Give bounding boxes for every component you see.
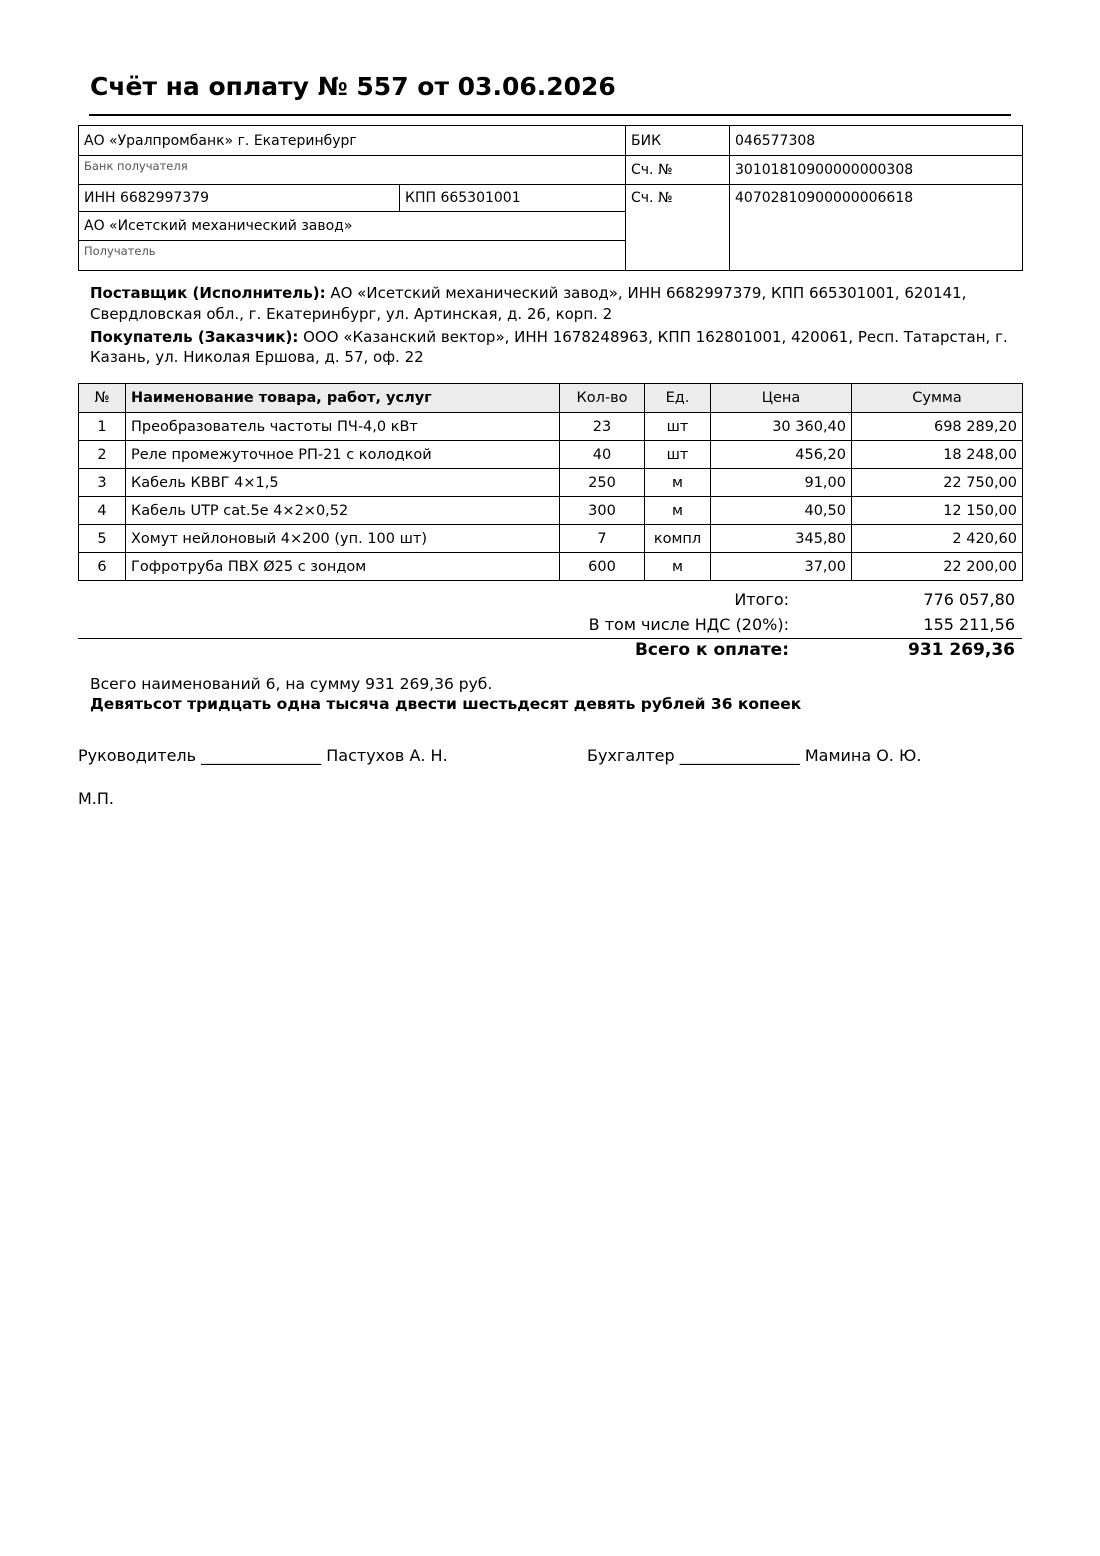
account-label: Сч. № [626,185,730,271]
table-row [79,525,1023,553]
summary-count-line: Всего наименований 6, на сумму 931 269,36 руб. [90,675,493,693]
col-header-price: Цена [711,384,852,413]
row-sum: 18 248,00 [852,441,1023,469]
row-name: Кабель КВВГ 4×1,5 [126,469,560,497]
recipient-caption: Получатель [79,241,626,271]
row-unit: шт [645,413,711,441]
bank-name: АО «Уралпромбанк» г. Екатеринбург [79,126,626,156]
total-value: 931 269,36 [907,640,1015,660]
row-sum: 2 420,60 [852,525,1023,553]
title-divider [89,114,1011,116]
subtotal-value: 776 057,80 [923,590,1015,609]
row-qty: 7 [560,525,645,553]
row-name: Гофротруба ПВХ Ø25 с зондом [126,553,560,581]
row-name: Реле промежуточное РП-21 с колодкой [126,441,560,469]
table-row [79,413,1023,441]
row-price: 30 360,40 [711,413,852,441]
row-sum: 22 200,00 [852,553,1023,581]
items-table [78,383,1023,581]
director-signature: Руководитель _______________ Пастухов А. Н. [78,746,448,765]
row-num: 4 [79,497,126,525]
row-qty: 40 [560,441,645,469]
buyer-label: Покупатель (Заказчик): [90,327,299,346]
row-unit: компл [645,525,711,553]
invoice-title: Счёт на оплату № 557 от 03.06.2026 [90,72,616,101]
row-num: 1 [79,413,126,441]
row-price: 37,00 [711,553,852,581]
supplier-label: Поставщик (Исполнитель): [90,284,326,302]
row-unit: м [645,497,711,525]
total-label: Всего к оплате: [634,640,789,660]
row-num: 6 [79,553,126,581]
table-row [79,497,1023,525]
row-name: Преобразователь частоты ПЧ-4,0 кВт [126,413,560,441]
buyer-line [90,327,1020,368]
bik-label: БИК [626,126,730,156]
row-price: 40,50 [711,497,852,525]
table-row [79,553,1023,581]
corr-account-value: 30101810900000000308 [730,156,1023,185]
supplier-line [90,283,1020,324]
bank-caption: Банк получателя [79,156,626,185]
bik-value: 046577308 [730,126,1023,156]
row-qty: 250 [560,469,645,497]
recipient-inn: ИНН 6682997379 [79,185,400,212]
totals-divider [78,638,1022,639]
row-sum: 12 150,00 [852,497,1023,525]
vat-value: 155 211,56 [923,615,1015,634]
row-qty: 600 [560,553,645,581]
subtotal-label: Итого: [734,590,789,609]
col-header-unit: Ед. [645,384,711,413]
recipient-name: АО «Исетский механический завод» [79,212,626,241]
account-value: 40702810900000006618 [730,185,1023,271]
parties-block [90,283,1020,370]
col-header-qty: Кол-во [560,384,645,413]
accountant-signature: Бухгалтер _______________ Мамина О. Ю. [587,746,922,765]
row-sum: 698 289,20 [852,413,1023,441]
row-name: Кабель UTP cat.5e 4×2×0,52 [126,497,560,525]
table-row [79,469,1023,497]
buyer-details: ООО «Казанский вектор», ИНН 1678248963, КПП 162801001, 420061, Респ. Татарстан, г. Казань, ул. Николая Ершова, д. 57, оф. 22 [90,327,1008,366]
col-header-num: № [79,384,126,413]
vat-label: В том числе НДС (20%): [588,615,789,634]
row-num: 2 [79,441,126,469]
row-price: 345,80 [711,525,852,553]
row-qty: 300 [560,497,645,525]
col-header-name: Наименование товара, работ, услуг [126,384,560,413]
stamp-place: М.П. [78,789,115,808]
row-sum: 22 750,00 [852,469,1023,497]
col-header-sum: Сумма [852,384,1023,413]
row-unit: м [645,469,711,497]
recipient-kpp: КПП 665301001 [400,185,626,212]
row-num: 3 [79,469,126,497]
supplier-details: АО «Исетский механический завод», ИНН 6682997379, КПП 665301001, 620141, Свердловская обл., г. Екатеринбург, ул. Артинская, д. 26, корп. 2 [90,284,967,323]
row-num: 5 [79,525,126,553]
corr-account-label: Сч. № [626,156,730,185]
amount-in-words: Девятьсот тридцать одна тысяча двести шестьдесят девять рублей 36 копеек [90,695,802,713]
bank-details-table [78,125,1023,271]
row-price: 456,20 [711,441,852,469]
row-name: Хомут нейлоновый 4×200 (уп. 100 шт) [126,525,560,553]
row-qty: 23 [560,413,645,441]
table-row [79,441,1023,469]
items-header-row [79,384,1023,413]
row-unit: м [645,553,711,581]
row-unit: шт [645,441,711,469]
row-price: 91,00 [711,469,852,497]
